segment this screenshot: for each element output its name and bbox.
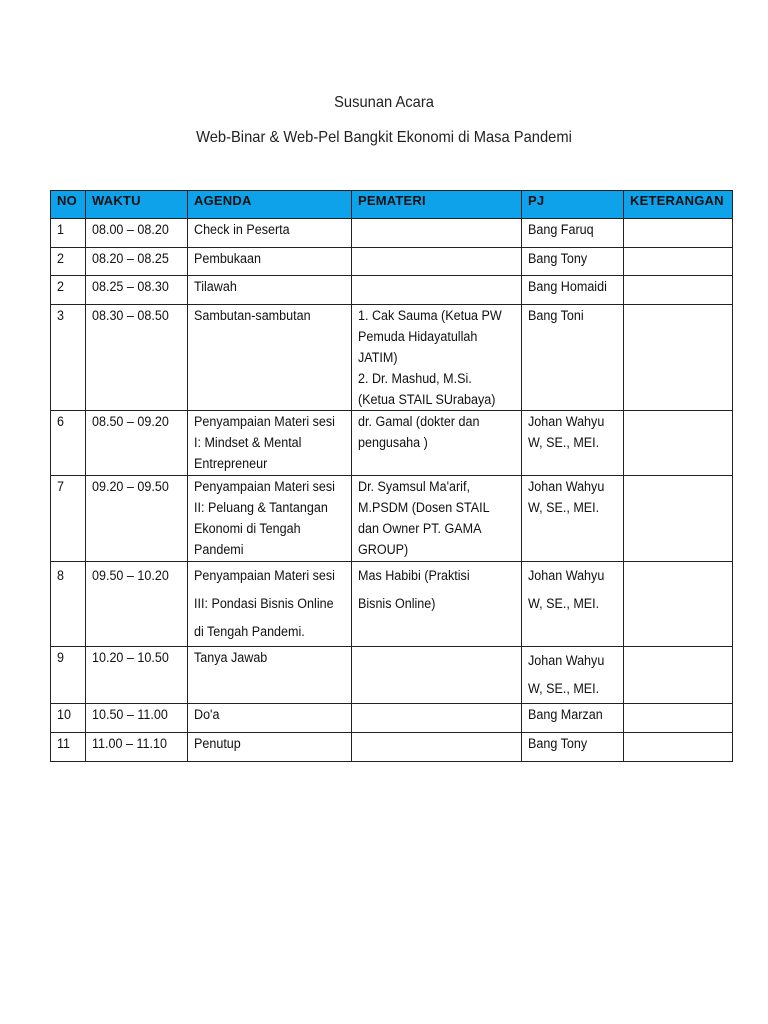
cell-pj xyxy=(522,562,624,647)
cell-keterangan xyxy=(624,562,733,647)
table-header-row xyxy=(51,191,733,219)
table-row xyxy=(51,733,733,762)
cell-pemateri xyxy=(352,411,522,476)
header-keterangan: KETERANGAN xyxy=(624,191,733,219)
cell-waktu xyxy=(86,219,188,248)
cell-keterangan xyxy=(624,411,733,476)
cell-waktu-text: 08.50 – 09.20 xyxy=(92,414,169,429)
table-row xyxy=(51,562,733,647)
table-row xyxy=(51,411,733,476)
header-no: NO xyxy=(51,191,86,219)
schedule-table xyxy=(50,190,733,762)
cell-waktu-text: 10.50 – 11.00 xyxy=(92,707,168,722)
cell-no-text: 8 xyxy=(57,568,64,583)
cell-pemateri xyxy=(352,733,522,762)
cell-no-text: 6 xyxy=(57,414,64,429)
cell-waktu-text: 08.20 – 08.25 xyxy=(92,251,169,266)
cell-agenda-text: Penyampaian Materi sesi III: Pondasi Bisnis Online di Tengah Pandemi. xyxy=(194,568,335,639)
cell-agenda-text: Sambutan-sambutan xyxy=(194,308,311,323)
cell-pj xyxy=(522,248,624,276)
cell-waktu-text: 08.00 – 08.20 xyxy=(92,222,169,237)
event-title: Web-Binar & Web-Pel Bangkit Ekonomi di Masa Pandemi xyxy=(196,129,572,146)
cell-no-text: 11 xyxy=(57,736,71,751)
table-row xyxy=(51,647,733,704)
cell-no xyxy=(51,411,86,476)
cell-keterangan xyxy=(624,733,733,762)
header-waktu: WAKTU xyxy=(86,191,188,219)
cell-agenda xyxy=(188,276,352,305)
cell-agenda-text: Tilawah xyxy=(194,279,237,294)
cell-waktu-text: 10.20 – 10.50 xyxy=(92,650,169,665)
cell-keterangan xyxy=(624,476,733,562)
cell-pj xyxy=(522,647,624,704)
table-row xyxy=(51,704,733,733)
cell-no xyxy=(51,562,86,647)
cell-agenda-text: Penutup xyxy=(194,736,241,751)
cell-agenda xyxy=(188,476,352,562)
cell-agenda xyxy=(188,704,352,733)
cell-no xyxy=(51,476,86,562)
cell-waktu xyxy=(86,276,188,305)
document-title: Susunan Acara xyxy=(334,94,434,111)
cell-pj xyxy=(522,733,624,762)
cell-no-text: 9 xyxy=(57,650,64,665)
cell-waktu-text: 09.20 – 09.50 xyxy=(92,479,169,494)
cell-agenda xyxy=(188,411,352,476)
cell-pemateri-text: Dr. Syamsul Ma'arif, M.PSDM (Dosen STAIL dan Owner PT. GAMA GROUP) xyxy=(358,479,490,557)
cell-waktu xyxy=(86,411,188,476)
cell-pemateri-text: dr. Gamal (dokter dan pengusaha ) xyxy=(358,414,480,450)
cell-pj-text: Bang Tony xyxy=(528,736,588,751)
cell-waktu-text: 08.30 – 08.50 xyxy=(92,308,169,323)
cell-agenda xyxy=(188,248,352,276)
cell-pemateri-text: 1. Cak Sauma (Ketua PW Pemuda Hidayatullah JATIM) 2. Dr. Mashud, M.Si. (Ketua STAIL SUrabaya) xyxy=(358,308,502,407)
cell-pj xyxy=(522,219,624,248)
cell-no-text: 2 xyxy=(57,279,64,294)
table-row xyxy=(51,219,733,248)
cell-pj xyxy=(522,305,624,411)
cell-no xyxy=(51,248,86,276)
table-row xyxy=(51,305,733,411)
cell-keterangan xyxy=(624,305,733,411)
cell-no xyxy=(51,305,86,411)
cell-agenda-text: Tanya Jawab xyxy=(194,650,268,665)
cell-pemateri xyxy=(352,562,522,647)
cell-no-text: 2 xyxy=(57,251,64,266)
cell-waktu-text: 08.25 – 08.30 xyxy=(92,279,169,294)
cell-waktu xyxy=(86,647,188,704)
cell-pj-text: Bang Tony xyxy=(528,251,588,266)
table-row xyxy=(51,248,733,276)
cell-no xyxy=(51,704,86,733)
cell-agenda-text: Do'a xyxy=(194,707,220,722)
cell-pemateri-text: Mas Habibi (Praktisi Bisnis Online) xyxy=(358,568,470,611)
cell-waktu xyxy=(86,562,188,647)
cell-agenda xyxy=(188,305,352,411)
cell-no-text: 1 xyxy=(57,222,64,237)
cell-pemateri xyxy=(352,647,522,704)
cell-waktu-text: 09.50 – 10.20 xyxy=(92,568,169,583)
cell-agenda xyxy=(188,562,352,647)
cell-pj xyxy=(522,704,624,733)
cell-keterangan xyxy=(624,276,733,305)
header-pemateri: PEMATERI xyxy=(352,191,522,219)
cell-waktu xyxy=(86,476,188,562)
cell-pemateri xyxy=(352,476,522,562)
cell-pemateri xyxy=(352,276,522,305)
header-pj: PJ xyxy=(522,191,624,219)
cell-pj-text: Bang Marzan xyxy=(528,707,603,722)
cell-waktu xyxy=(86,704,188,733)
table-row xyxy=(51,476,733,562)
cell-agenda xyxy=(188,647,352,704)
cell-no xyxy=(51,733,86,762)
cell-pemateri xyxy=(352,305,522,411)
cell-pj xyxy=(522,276,624,305)
cell-pj-text: Bang Toni xyxy=(528,308,584,323)
cell-pj xyxy=(522,476,624,562)
cell-no xyxy=(51,647,86,704)
cell-agenda-text: Penyampaian Materi sesi I: Mindset & Mental Entrepreneur xyxy=(194,414,335,471)
cell-agenda-text: Pembukaan xyxy=(194,251,262,266)
cell-no-text: 10 xyxy=(57,707,71,722)
header-agenda: AGENDA xyxy=(188,191,352,219)
cell-pemateri xyxy=(352,248,522,276)
cell-pj xyxy=(522,411,624,476)
cell-pj-text: Johan Wahyu W, SE., MEI. xyxy=(528,568,605,611)
cell-waktu xyxy=(86,305,188,411)
cell-agenda xyxy=(188,219,352,248)
cell-agenda xyxy=(188,733,352,762)
cell-keterangan xyxy=(624,704,733,733)
cell-no xyxy=(51,219,86,248)
cell-waktu-text: 11.00 – 11.10 xyxy=(92,736,167,751)
cell-waktu xyxy=(86,248,188,276)
cell-waktu xyxy=(86,733,188,762)
cell-keterangan xyxy=(624,647,733,704)
cell-no xyxy=(51,276,86,305)
cell-keterangan xyxy=(624,248,733,276)
cell-pemateri xyxy=(352,219,522,248)
cell-pj-text: Johan Wahyu W, SE., MEI. xyxy=(528,653,605,696)
cell-pj-text: Johan Wahyu W, SE., MEI. xyxy=(528,479,605,515)
cell-pj-text: Bang Faruq xyxy=(528,222,594,237)
cell-pj-text: Johan Wahyu W, SE., MEI. xyxy=(528,414,605,450)
cell-agenda-text: Check in Peserta xyxy=(194,222,290,237)
cell-no-text: 7 xyxy=(57,479,64,494)
cell-agenda-text: Penyampaian Materi sesi II: Peluang & Tantangan Ekonomi di Tengah Pandemi xyxy=(194,479,335,557)
cell-no-text: 3 xyxy=(57,308,64,323)
cell-pj-text: Bang Homaidi xyxy=(528,279,607,294)
table-row xyxy=(51,276,733,305)
cell-pemateri xyxy=(352,704,522,733)
cell-keterangan xyxy=(624,219,733,248)
